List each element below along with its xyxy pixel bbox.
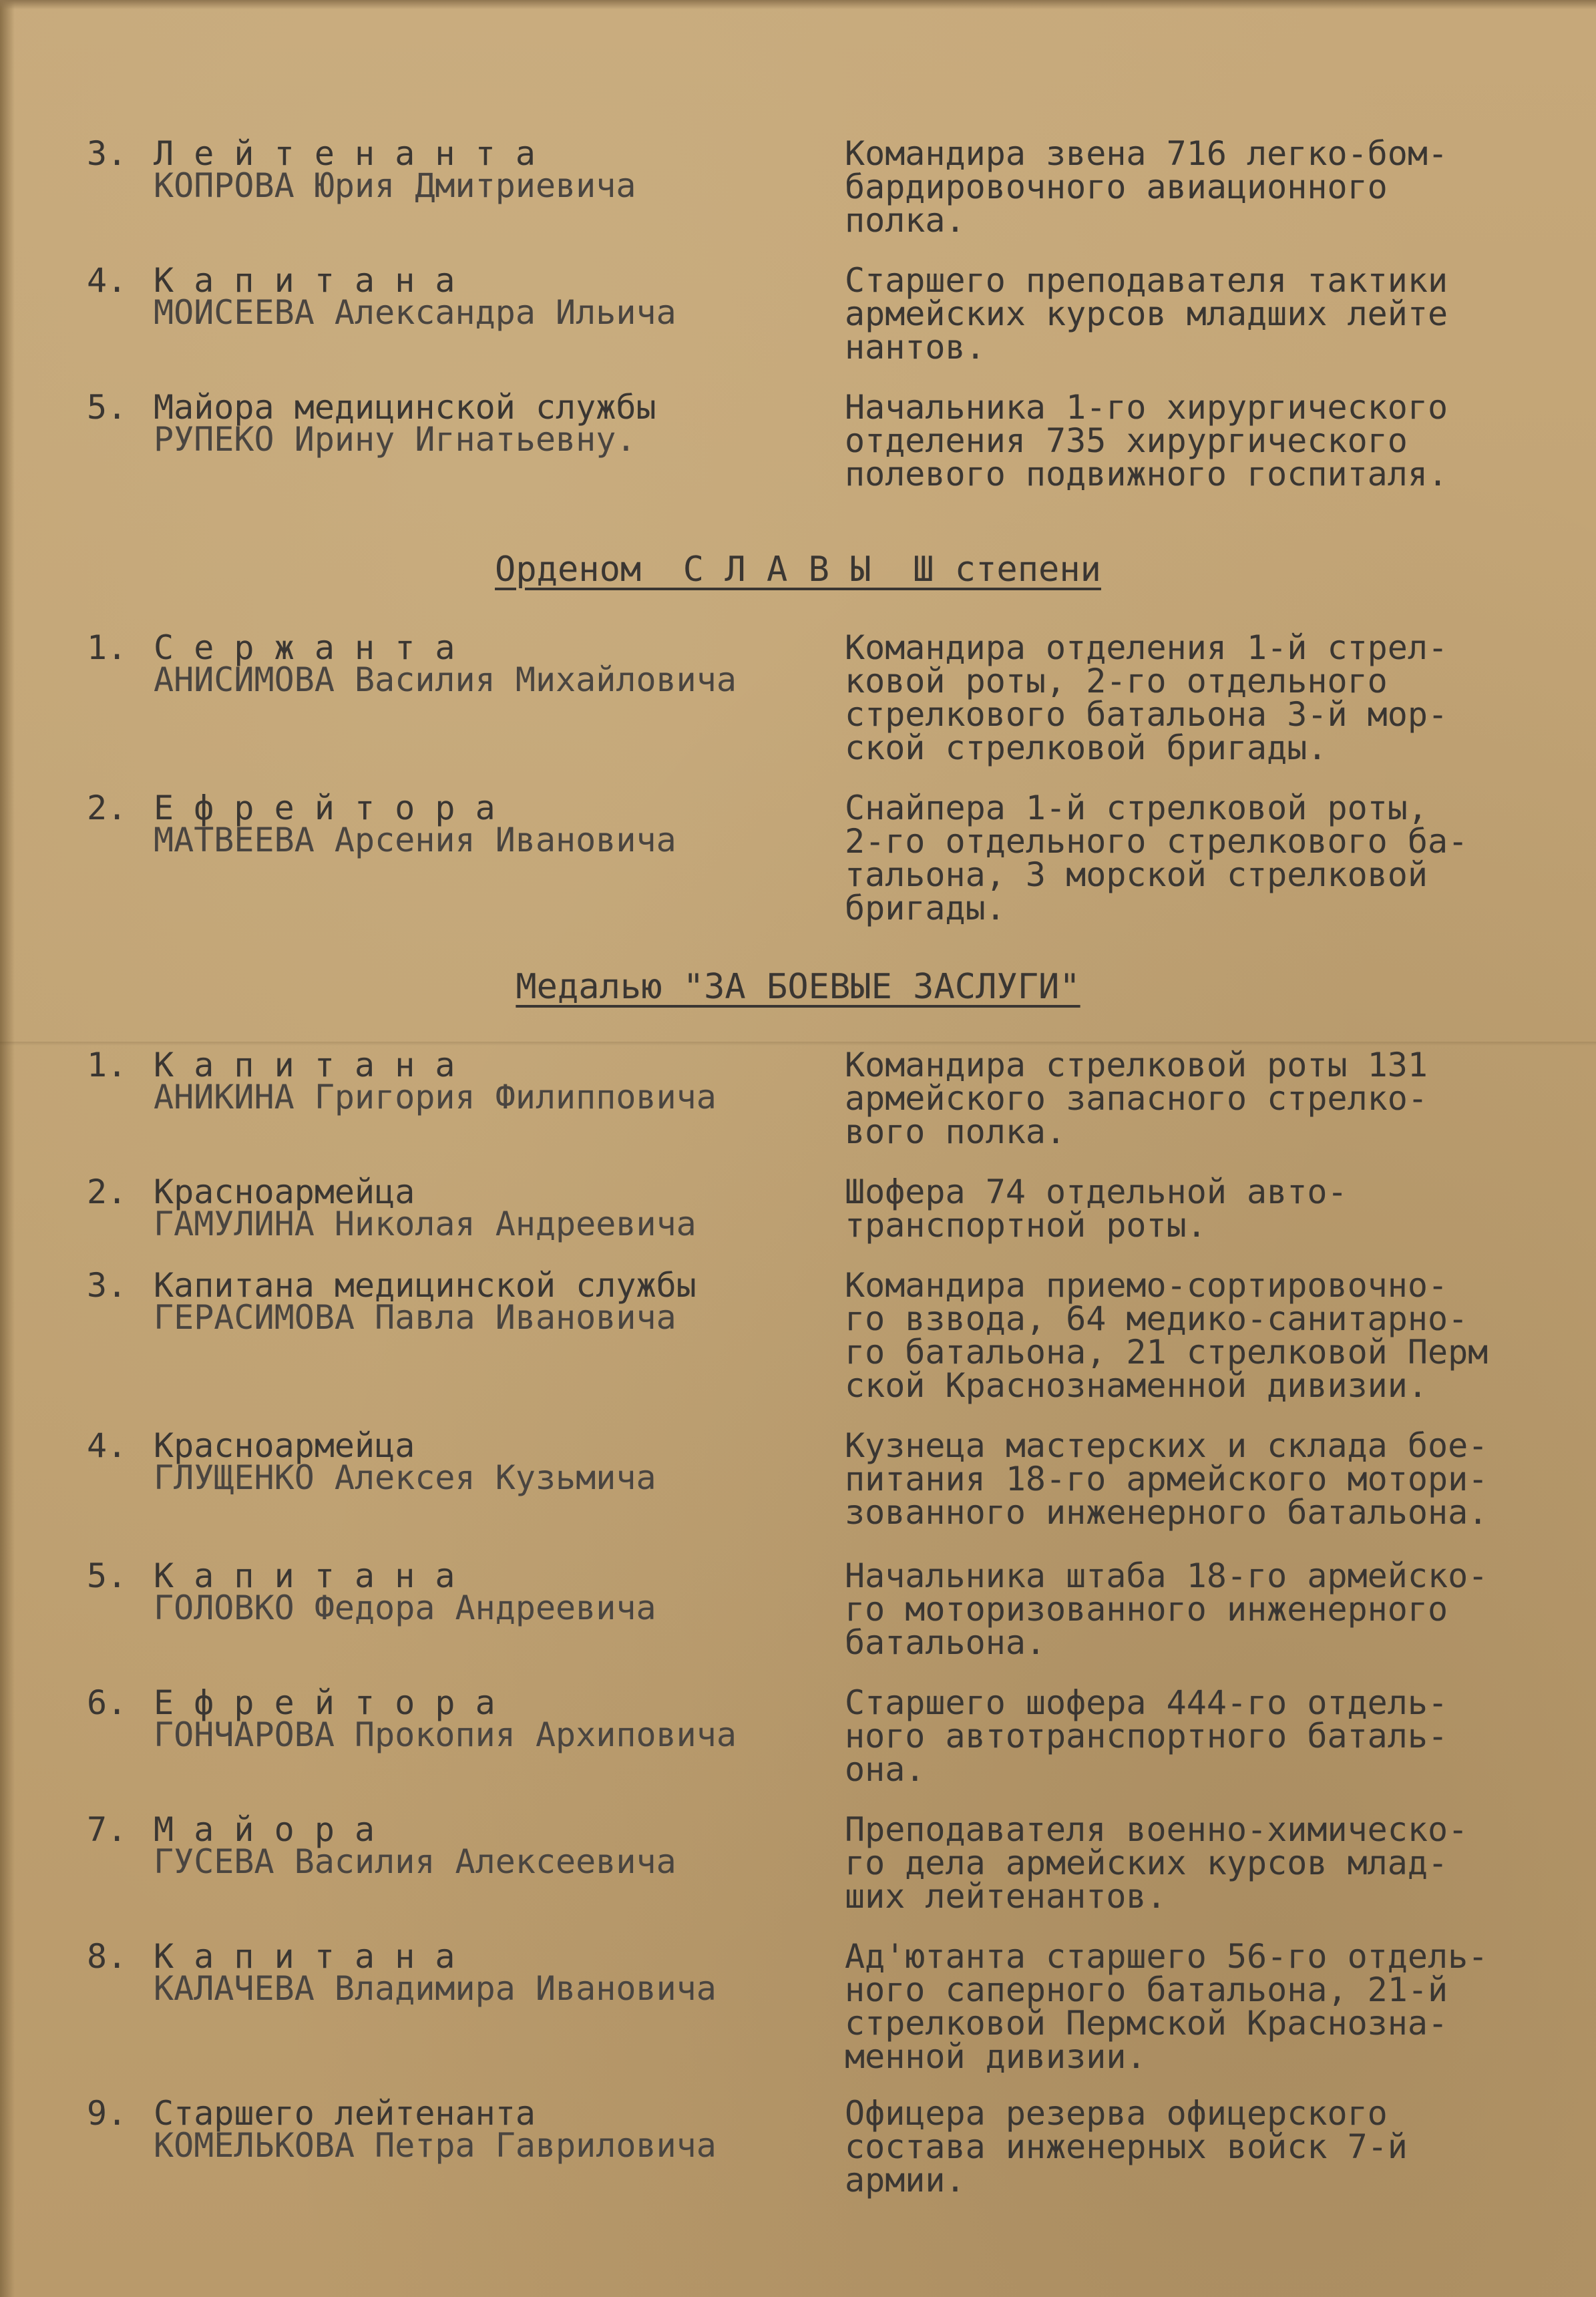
entry-name: ГОЛОВКО Федора Андреевича: [154, 1589, 656, 1627]
entry-number: 7.: [87, 1810, 128, 1849]
entry-position: [845, 2094, 1596, 2200]
position-line: армейских курсов младших лейте: [845, 294, 1448, 333]
entry-rank: Е ф р е й т о р а: [154, 789, 495, 827]
position-line: го взвода, 64 медико-санитарно-: [845, 1299, 1468, 1338]
entry-name: ГОНЧАРОВА Прокопия Архиповича: [154, 1715, 737, 1754]
entry-position: [845, 1266, 1596, 1405]
position-line: стрелковой Пермской Краснозна-: [845, 2004, 1448, 2043]
entry-position: [845, 1556, 1596, 1662]
position-line: транспортной роты.: [845, 1206, 1207, 1245]
entry-number: 6.: [87, 1683, 128, 1722]
section-heading-medal: Медалью "ЗА БОЕВЫЕ ЗАСЛУГИ": [516, 967, 1080, 1007]
entry-rank: Капитана медицинской службы: [154, 1266, 696, 1305]
position-line: бригады.: [845, 889, 1006, 927]
entry-rank: Л е й т е н а н т а: [154, 134, 536, 173]
entry-rank: С е р ж а н т а: [154, 628, 455, 667]
position-line: ковой роты, 2-го отдельного: [845, 662, 1388, 700]
entry-position: [845, 134, 1596, 240]
position-line: Начальника 1-го хирургического: [845, 388, 1448, 427]
entry-position: [845, 388, 1596, 493]
entry-number: 8.: [87, 1937, 128, 1976]
position-line: Ад'ютанта старшего 56-го отдель-: [845, 1937, 1488, 1976]
position-line: Кузнеца мастерских и склада бое-: [845, 1426, 1488, 1465]
position-line: го дела армейских курсов млад-: [845, 1844, 1448, 1882]
position-line: Начальника штаба 18-го армейско-: [845, 1556, 1488, 1595]
entry-position: [845, 261, 1596, 367]
position-line: го моторизованного инженерного: [845, 1590, 1448, 1629]
position-line: стрелкового батальона 3-й мор-: [845, 695, 1448, 734]
entry-rank: Майора медицинской службы: [154, 388, 656, 427]
paper-left-edge: [0, 0, 15, 2297]
entry-number: 4.: [87, 261, 128, 300]
entry-number: 5.: [87, 388, 128, 427]
position-line: ного автотранспортного баталь-: [845, 1717, 1448, 1755]
position-line: отделения 735 хирургического: [845, 421, 1408, 460]
entry-position: [845, 1810, 1596, 1916]
entry-name: КОПРОВА Юрия Дмитриевича: [154, 166, 636, 205]
position-line: ших лейтенантов.: [845, 1877, 1167, 1916]
position-line: Командира приемо-сортировочно-: [845, 1266, 1448, 1305]
entry-rank: Красноармейца: [154, 1173, 415, 1211]
position-line: армии.: [845, 2161, 966, 2200]
entry-number: 5.: [87, 1556, 128, 1595]
entry-name: АНИСИМОВА Василия Михайловича: [154, 660, 737, 699]
entry-number: 1.: [87, 628, 128, 667]
position-line: менной дивизии.: [845, 2037, 1147, 2076]
entry-name: МАТВЕЕВА Арсения Ивановича: [154, 821, 676, 859]
entry-rank: К а п и т а н а: [154, 1046, 455, 1084]
entry-rank: К а п и т а н а: [154, 1556, 455, 1595]
entry-number: 1.: [87, 1046, 128, 1084]
position-line: Преподавателя военно-химическо-: [845, 1810, 1468, 1849]
entry-number: 2.: [87, 1173, 128, 1211]
entry-number: 3.: [87, 1266, 128, 1305]
position-line: питания 18-го армейского мотори-: [845, 1460, 1488, 1498]
entry-position: [845, 628, 1596, 767]
position-line: полка.: [845, 201, 966, 240]
entry-position: [845, 1683, 1596, 1789]
entry-rank: Е ф р е й т о р а: [154, 1683, 495, 1722]
position-line: Командира звена 716 легко-бом-: [845, 134, 1448, 173]
entry-name: ГУСЕВА Василия Алексеевича: [154, 1842, 676, 1881]
entry-name: МОИСЕЕВА Александра Ильича: [154, 293, 676, 332]
position-line: армейского запасного стрелко-: [845, 1079, 1428, 1118]
entry-rank: К а п и т а н а: [154, 261, 455, 300]
entry-name: КОМЕЛЬКОВА Петра Гавриловича: [154, 2126, 717, 2165]
entry-position: [845, 1426, 1596, 1532]
position-line: Старшего шофера 444-го отдель-: [845, 1683, 1448, 1722]
position-line: Снайпера 1-й стрелковой роты,: [845, 789, 1428, 827]
entry-number: 2.: [87, 789, 128, 827]
position-line: ской Краснознаменной дивизии.: [845, 1366, 1428, 1405]
position-line: полевого подвижного госпиталя.: [845, 455, 1448, 493]
entry-rank: Старшего лейтенанта: [154, 2094, 536, 2133]
position-line: батальона.: [845, 1623, 1046, 1662]
position-line: состава инженерных войск 7-й: [845, 2127, 1408, 2166]
entry-rank: Красноармейца: [154, 1426, 415, 1465]
entry-number: 3.: [87, 134, 128, 173]
paper-top-edge: [0, 0, 1596, 9]
entry-rank: М а й о р а: [154, 1810, 375, 1849]
entry-name: ГЕРАСИМОВА Павла Ивановича: [154, 1298, 676, 1337]
position-line: го батальона, 21 стрелковой Перм: [845, 1333, 1488, 1372]
entry-position: [845, 791, 1596, 925]
position-line: Офицера резерва офицерского: [845, 2094, 1388, 2133]
entry-position: [845, 1046, 1596, 1151]
position-line: бардировочного авиационного: [845, 168, 1388, 206]
position-line: Командира стрелковой роты 131: [845, 1046, 1428, 1084]
entry-name: АНИКИНА Григория Филипповича: [154, 1078, 717, 1116]
entry-rank: К а п и т а н а: [154, 1937, 455, 1976]
position-line: 2-го отдельного стрелкового ба-: [845, 822, 1468, 861]
entry-number: 9.: [87, 2094, 128, 2133]
entry-position: [845, 1937, 1596, 2076]
entry-name: КАЛАЧЕВА Владимира Ивановича: [154, 1969, 717, 2008]
position-line: Шофера 74 отдельной авто-: [845, 1173, 1348, 1211]
entry-name: ГЛУЩЕНКО Алексея Кузьмича: [154, 1458, 656, 1497]
position-line: нантов.: [845, 328, 986, 367]
position-line: она.: [845, 1750, 926, 1789]
entry-name: ГАМУЛИНА Николая Андреевича: [154, 1205, 696, 1243]
position-line: вого полка.: [845, 1112, 1066, 1151]
section-heading-glory: Орденом С Л А В Ы Ш степени: [495, 550, 1101, 590]
position-line: тальона, 3 морской стрелковой: [845, 855, 1428, 894]
position-line: ской стрелковой бригады.: [845, 728, 1328, 767]
entry-name: РУПЕКО Ирину Игнатьевну.: [154, 420, 636, 459]
position-line: ного саперного батальона, 21-й: [845, 1970, 1448, 2009]
position-line: Командира отделения 1-й стрел-: [845, 628, 1448, 667]
position-line: зованного инженерного батальона.: [845, 1493, 1488, 1532]
entry-number: 4.: [87, 1426, 128, 1465]
entry-position: [845, 1173, 1596, 1245]
position-line: Старшего преподавателя тактики: [845, 261, 1448, 300]
